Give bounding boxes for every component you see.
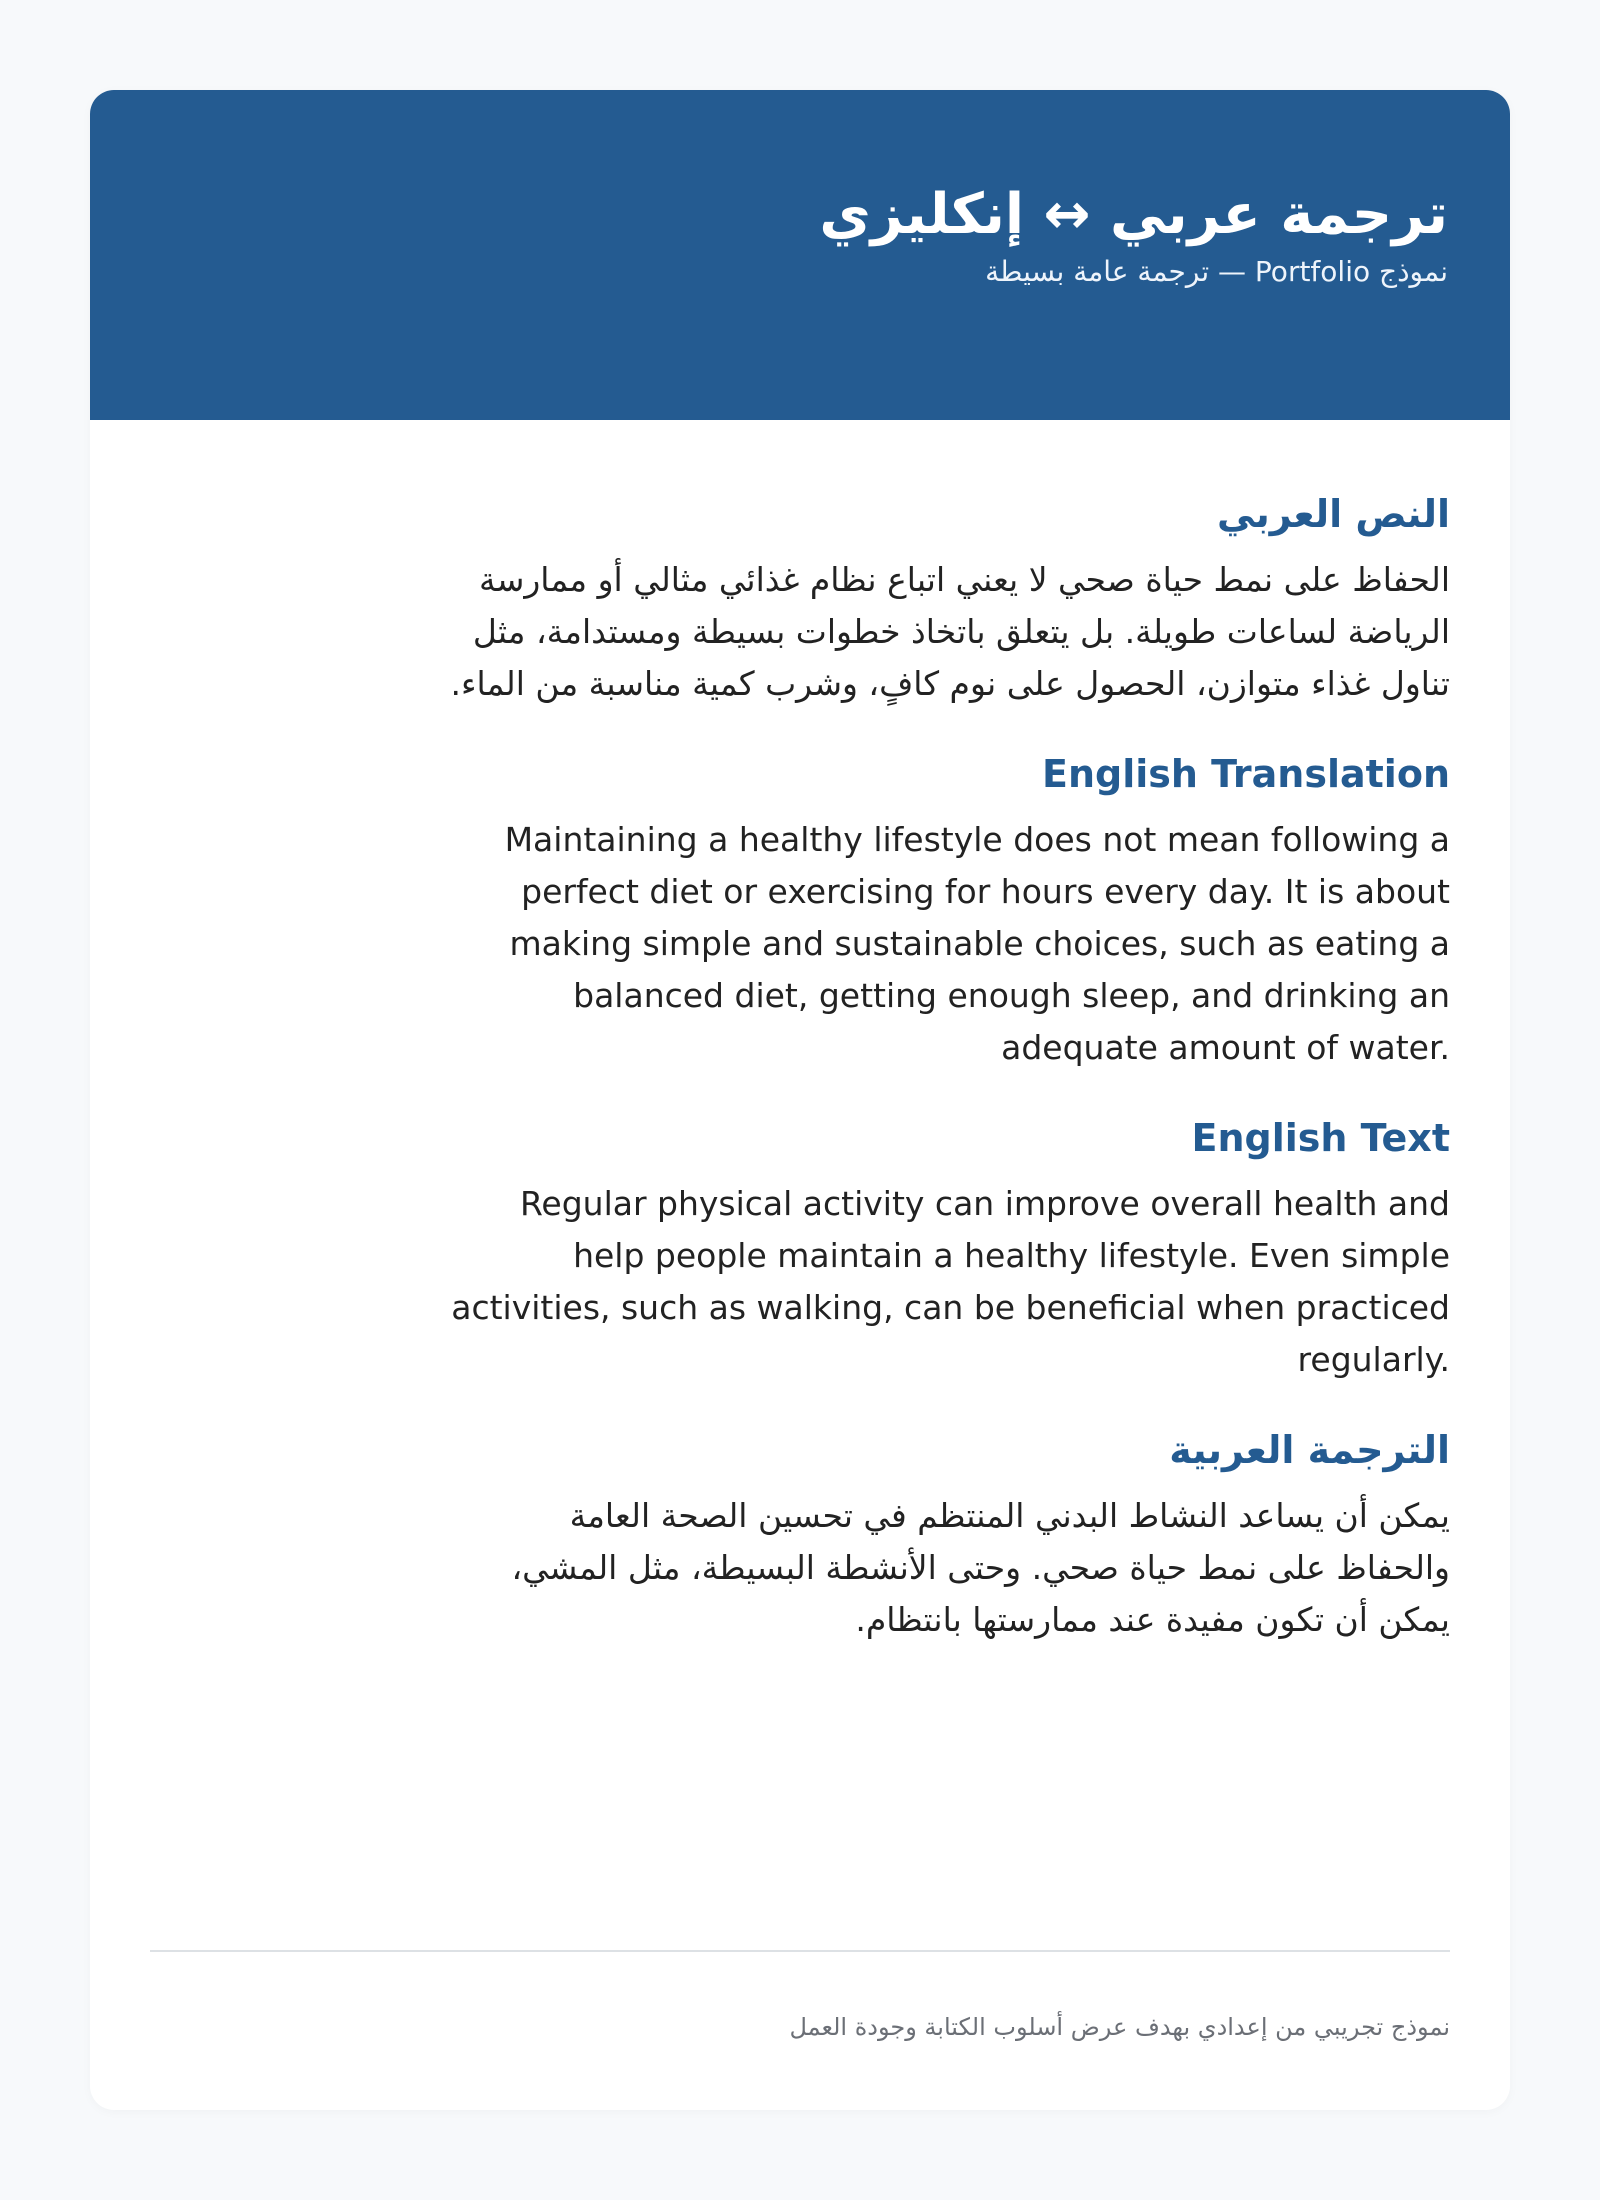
section-arabic-text: [450, 490, 1450, 710]
section-english-translation: [450, 750, 1450, 1074]
section-body: الحفاظ على نمط حياة صحي لا يعني اتباع نظام غذائي مثالي أو ممارسة الرياضة لساعات طويلة. بل يتعلق باتخاذ خطوات بسيطة ومستدامة، مثل تناول غذاء متوازن، الحصول على نوم كافٍ، وشرب كمية مناسبة من الماء.: [450, 560, 1450, 703]
section-heading: English Translation: [1042, 752, 1450, 796]
section-body: Regular physical activity can improve overall health and help people maintain a healthy lifestyle. Even simple activities, such as walking, can be beneficial when practiced regularly.: [451, 1184, 1450, 1379]
page-header: [90, 90, 1510, 420]
section-english-text: [450, 1114, 1450, 1386]
footer-divider: [150, 1950, 1450, 1952]
header-text-block: [819, 182, 1448, 290]
footer-note: نموذج تجريبي من إعدادي بهدف عرض أسلوب الكتابة وجودة العمل: [789, 2013, 1450, 2041]
main-content: [450, 490, 1450, 1686]
section-heading: النص العربي: [1217, 492, 1450, 536]
section-heading: الترجمة العربية: [1169, 1428, 1450, 1472]
document-card: [90, 90, 1510, 2110]
page-subtitle: نموذج Portfolio — ترجمة عامة بسيطة: [985, 255, 1448, 288]
page-title: ترجمة عربي ↔ إنكليزي: [819, 182, 1448, 247]
section-body: Maintaining a healthy lifestyle does not mean following a perfect diet or exercising for hours every day. It is about making simple and sustainable choices, such as eating a balanced diet, getting enough sleep, and drinking an adequate amount of water.: [504, 820, 1450, 1067]
section-heading: English Text: [1191, 1116, 1450, 1160]
section-body: يمكن أن يساعد النشاط البدني المنتظم في تحسين الصحة العامة والحفاظ على نمط حياة صحي. وحتى الأنشطة البسيطة، مثل المشي، يمكن أن تكون مفيدة عند ممارستها بانتظام.: [511, 1496, 1450, 1639]
section-arabic-translation: [450, 1426, 1450, 1646]
